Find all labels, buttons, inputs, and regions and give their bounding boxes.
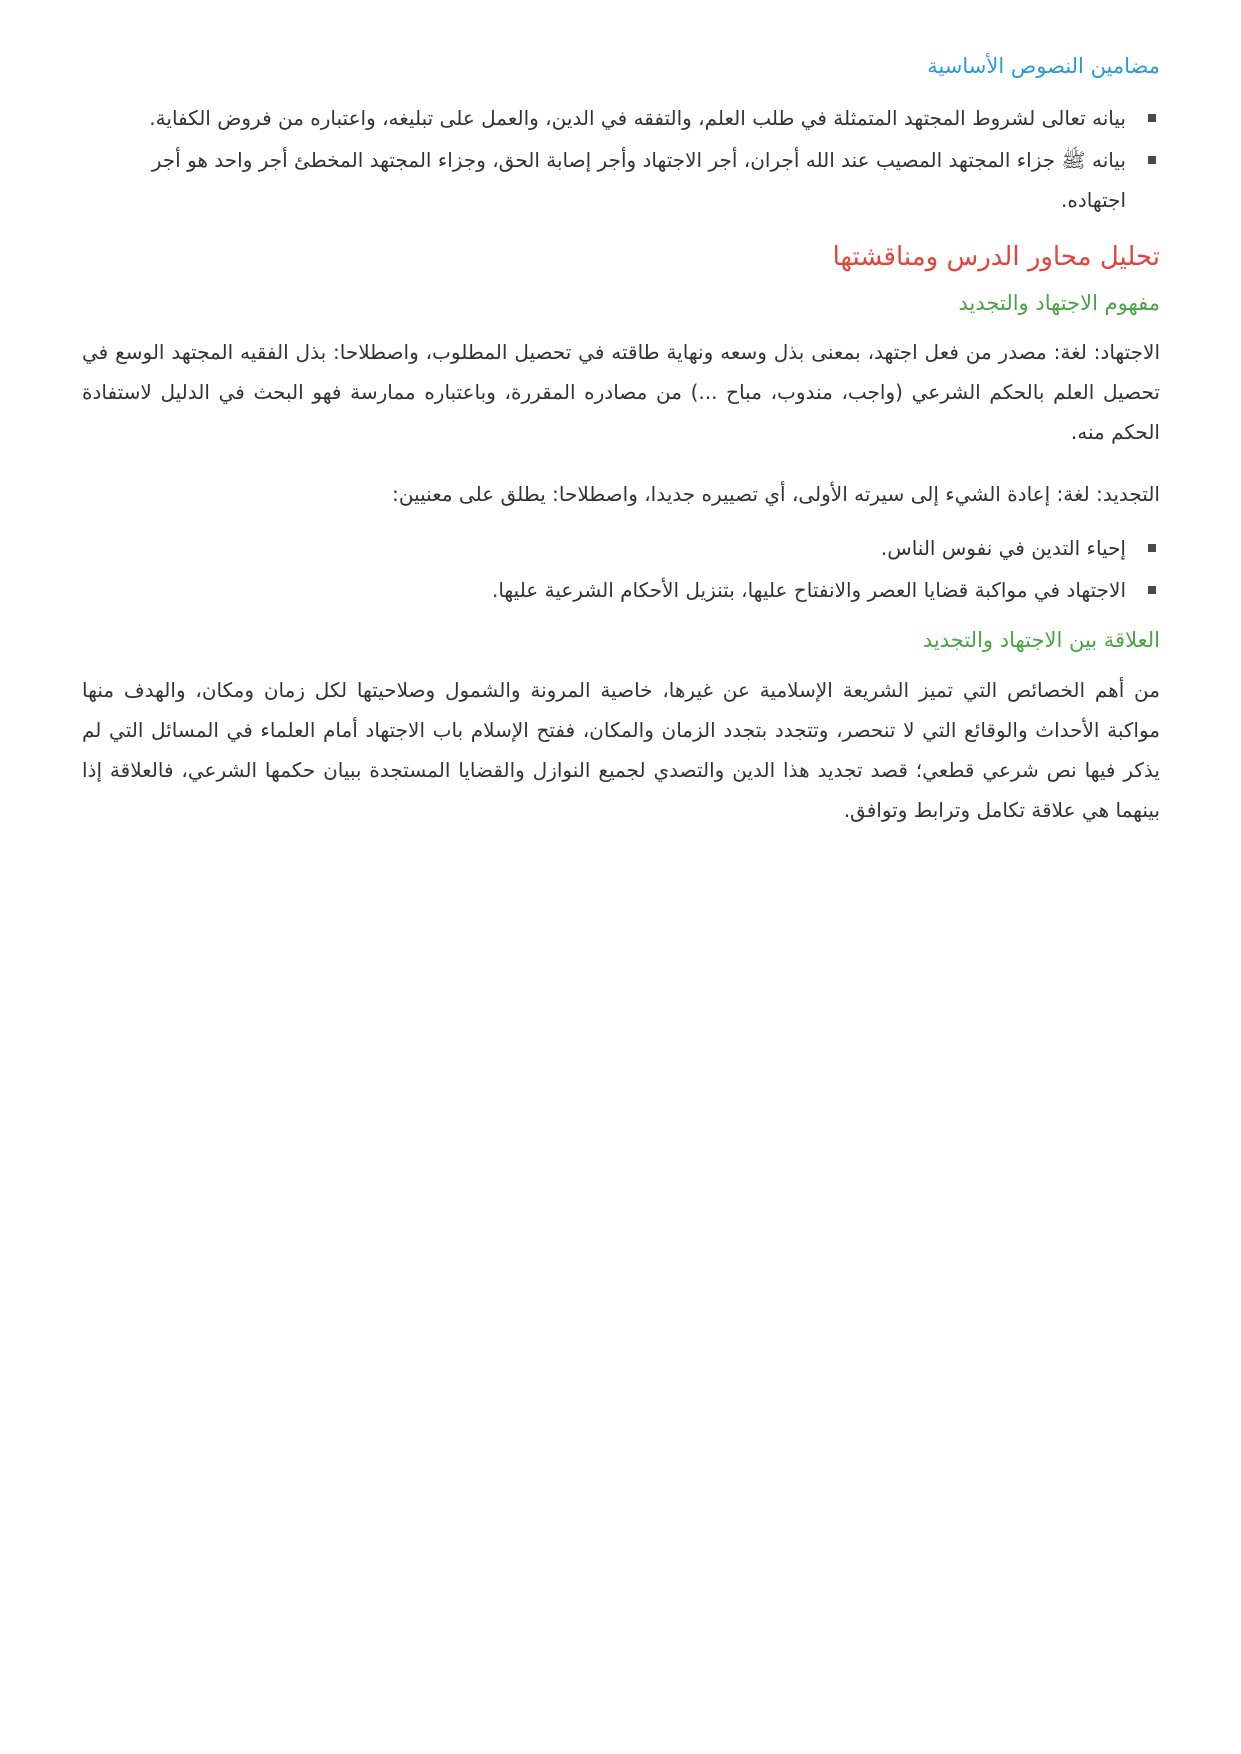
list-item	[82, 98, 1160, 138]
square-bullet-icon	[1148, 544, 1156, 552]
concept-heading: مفهوم الاجتهاد والتجديد	[958, 290, 1160, 315]
square-bullet-icon	[1148, 156, 1156, 164]
list-item-text: بيانه تعالى لشروط المجتهد المتمثلة في طلب العلم، والتفقه في الدين، والعمل على تبليغه، واعتباره من فروض الكفاية.	[149, 105, 1126, 130]
list-item	[82, 570, 1160, 610]
square-bullet-icon	[1148, 586, 1156, 594]
tajdid-meanings-list	[82, 528, 1160, 610]
list-item-text: إحياء التدين في نفوس الناس.	[880, 536, 1126, 561]
basic-texts-list	[82, 98, 1160, 220]
relation-paragraph: من أهم الخصائص التي تميز الشريعة الإسلامية عن غيرها، خاصية المرونة والشمول وصلاحيتها لكل زمان ومكان، والهدف منها مواكبة الأحداث والوقائع التي لا تنحصر، وتتجدد بتجدد الزمان والمكان، ففتح الإسلام باب الاجتهاد أمام العلماء في المسائل التي لم يذكر فيها نص شرعي قطعي؛ قصد تجديد هذا الدين والتصدي لجميع النوازل والقضايا المستجدة ببيان حكمها الشرعي، فالعلاقة إذا بينهما هي علاقة تكامل وترابط وتوافق.	[82, 677, 1160, 822]
relation-heading: العلاقة بين الاجتهاد والتجديد	[922, 628, 1160, 653]
list-item	[82, 140, 1160, 220]
lesson-analysis-heading: تحليل محاور الدرس ومناقشتها	[832, 241, 1160, 272]
ijtihad-definition-paragraph: الاجتهاد: لغة: مصدر من فعل اجتهد، بمعنى بذل وسعه ونهاية طاقته في تحصيل المطلوب، واصطلاحا: بذل الفقيه المجتهد الوسع في تحصيل العلم بالحكم الشرعي (واجب، مندوب، مباح ...) من مصادره المقررة، وباعتباره ممارسة فهو البحث في الدليل لاستفادة الحكم منه.	[82, 340, 1160, 445]
basic-texts-heading: مضامين النصوص الأساسية	[927, 54, 1160, 78]
list-item-text: بيانه ﷺ جزاء المجتهد المصيب عند الله أجران، أجر الاجتهاد وأجر إصابة الحق، وجزاء المجتهد المخطئ أجر واحد هو أجر اجتهاده.	[151, 147, 1126, 212]
tajdid-definition-paragraph: التجديد: لغة: إعادة الشيء إلى سيرته الأولى، أي تصييره جديدا، واصطلاحا: يطلق على معنيين:	[392, 482, 1160, 507]
list-item-text: الاجتهاد في مواكبة قضايا العصر والانفتاح عليها، بتنزيل الأحكام الشرعية عليها.	[491, 578, 1126, 603]
document-page	[82, 50, 1160, 852]
list-item	[82, 528, 1160, 568]
square-bullet-icon	[1148, 114, 1156, 122]
